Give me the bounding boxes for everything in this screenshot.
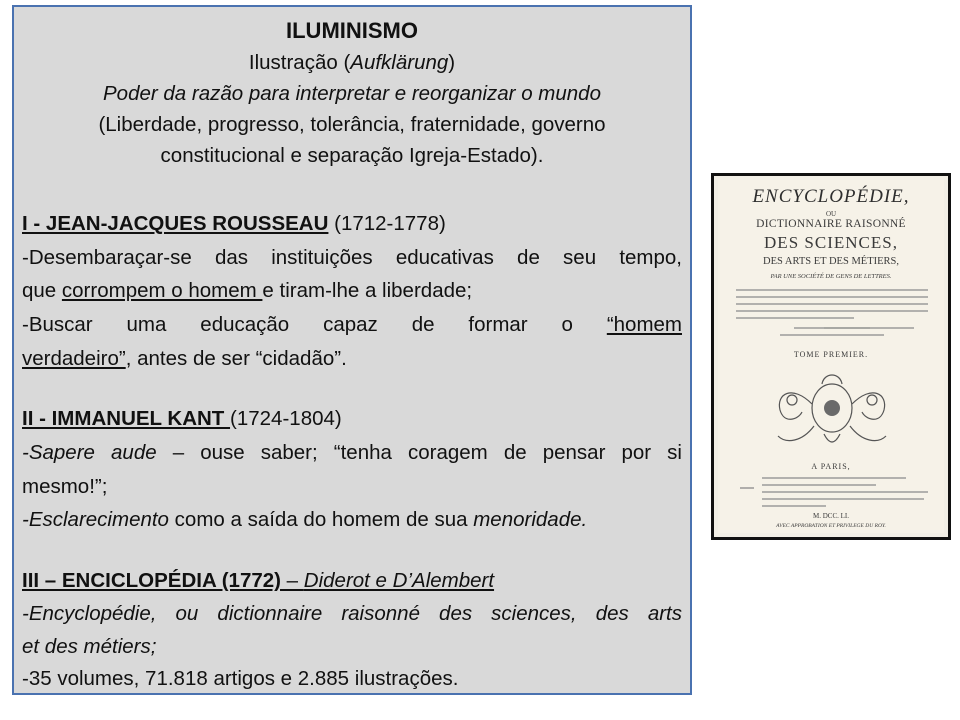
book-place: A PARIS, (811, 462, 851, 471)
book-fine-print-lines (734, 284, 930, 346)
book-line-3: DES ARTS ET DES MÉTIERS, (763, 256, 899, 267)
book-privilege: AVEC APPROBATION ET PRIVILEGE DU ROY. (776, 523, 886, 529)
values-line-1: (Liberdade, progresso, tolerância, fraternidade, governo (98, 113, 606, 136)
values-line-2: constitucional e separação Igreja-Estado). (160, 144, 544, 167)
book-ou: OU (825, 210, 837, 218)
book-tome: TOME PREMIER. (793, 350, 869, 359)
kant-line-3: -Esclarecimento como a saída do homem de sua menoridade. (22, 508, 588, 531)
encyclopedia-line-2: et des métiers; (22, 635, 157, 658)
rousseau-heading: I - JEAN-JACQUES ROUSSEAU (1712-1778) (22, 212, 446, 235)
book-page (718, 180, 944, 533)
page-title: ILUMINISMO (286, 18, 418, 43)
book-year: M. DCC. LI. (813, 512, 849, 520)
book-title: ENCYCLOPÉDIE, (752, 186, 910, 207)
kant-line-1: -Sapere aude – ouse saber; “tenha coragem de pensar por si (22, 441, 682, 464)
rousseau-line-3: -Buscar uma educação capaz de formar o “homem (22, 313, 682, 336)
subtitle: Ilustração (Aufklärung) (248, 51, 456, 74)
book-line-4: PAR UNE SOCIÉTÉ DE GENS DE LETTRES. (770, 273, 892, 280)
book-ornament-vignette (762, 364, 902, 456)
encyclopedie-title-page-image (711, 173, 951, 540)
rousseau-line-1: -Desembaraçar-se das instituições educativas de seu tempo, (22, 246, 682, 269)
book-publishers-lines (736, 473, 932, 509)
encyclopedia-heading: III – ENCICLOPÉDIA (1772) – Diderot e D’Alembert (22, 569, 495, 592)
tagline: Poder da razão para interpretar e reorganizar o mundo (103, 82, 601, 105)
rousseau-line-2: que corrompem o homem e tiram-lhe a liberdade; (22, 279, 473, 302)
kant-line-2: mesmo!”; (22, 475, 108, 498)
encyclopedia-line-1: -Encyclopédie, ou dictionnaire raisonné des sciences, des arts (22, 602, 682, 625)
book-line-2: DES SCIENCES, (764, 233, 898, 252)
kant-heading: II - IMMANUEL KANT (1724-1804) (22, 407, 342, 430)
rousseau-line-4: verdadeiro”, antes de ser “cidadão”. (22, 347, 347, 370)
encyclopedia-line-3: -35 volumes, 71.818 artigos e 2.885 ilustrações. (22, 667, 459, 690)
book-line-1: DICTIONNAIRE RAISONNÉ (756, 218, 906, 230)
text-panel (12, 5, 692, 695)
